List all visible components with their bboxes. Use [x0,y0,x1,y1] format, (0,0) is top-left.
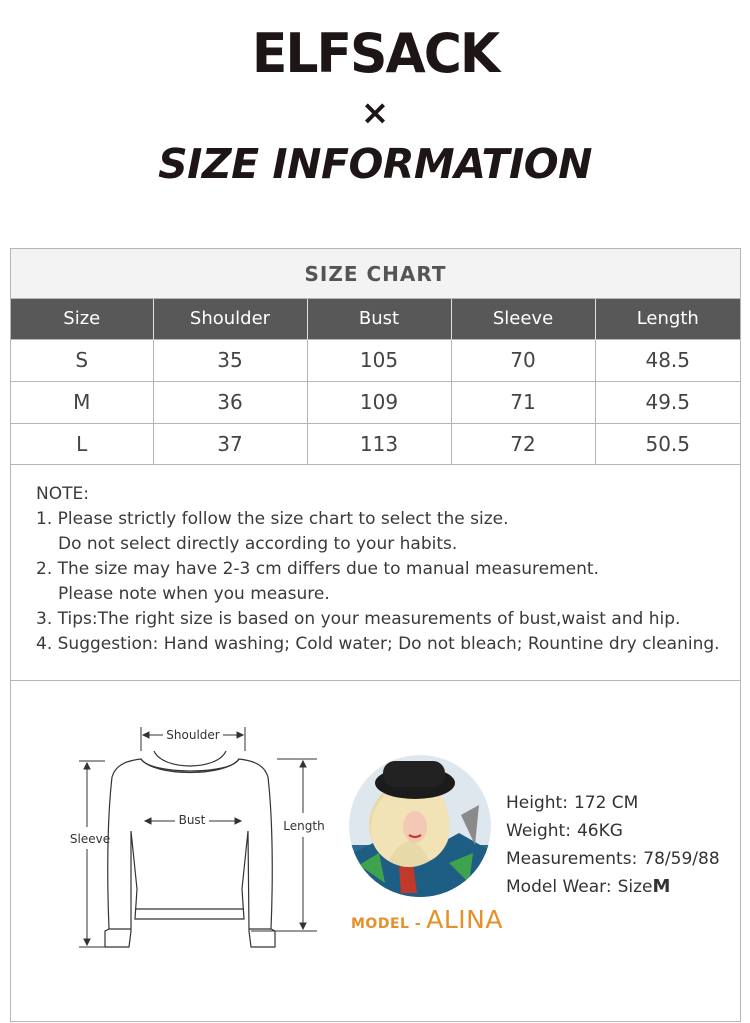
table-cell: 105 [307,339,451,381]
note-line: 3. Tips:The right size is based on your measurements of bust,waist and hip. [36,609,681,629]
column-header: Length [595,299,740,339]
stat-label: Weight: [506,821,571,841]
column-header: Sleeve [451,299,595,339]
table-row [11,381,740,423]
size-table [11,299,740,465]
garment-diagram [11,681,351,1021]
table-row [11,423,740,465]
table-cell: L [11,423,153,465]
stat-measurements [506,845,720,873]
stat-model-wear [506,873,720,901]
label-sleeve: Sleeve [69,832,111,846]
length-measure-line [251,759,317,931]
stat-value: 172 CM [573,793,639,813]
notes-panel [10,464,741,681]
table-cell: 50.5 [595,423,740,465]
table-row [11,339,740,381]
measurement-panel [10,680,741,1022]
brand-name: ELFSACK [251,22,499,86]
notes-heading: NOTE: [36,484,89,504]
stat-label: Measurements: [506,849,638,869]
stat-label: Model Wear: [506,877,612,897]
label-shoulder: Shoulder [166,728,220,742]
table-cell: 71 [451,381,595,423]
label-length: Length [283,819,325,833]
model-name-label [351,905,503,934]
model-avatar [349,755,491,897]
table-cell: 109 [307,381,451,423]
size-chart-title: SIZE CHART [11,249,740,299]
label-bust: Bust [178,813,206,827]
table-cell: 37 [153,423,307,465]
model-photo-icon [349,755,491,897]
stat-weight [506,817,720,845]
note-line: 2. The size may have 2-3 cm differs due to manual measurement. [36,559,599,579]
model-prefix: MODEL - [351,916,422,932]
stat-value: 78/59/88 [643,849,720,869]
note-line: Please note when you measure. [58,584,330,604]
stat-value: 46KG [576,821,623,841]
brand-logo [0,23,750,86]
column-header: Bust [307,299,451,339]
table-cell: 35 [153,339,307,381]
stat-size: M [652,876,671,897]
stat-label: Height: [506,793,568,813]
stat-value: Size [617,877,653,897]
sleeve-measure-line [79,761,105,947]
table-cell: 113 [307,423,451,465]
collab-times-symbol: × [360,93,390,133]
table-cell: 49.5 [595,381,740,423]
column-header: Shoulder [153,299,307,339]
table-cell: 72 [451,423,595,465]
size-chart [10,248,741,465]
note-line: 1. Please strictly follow the size chart to select the size. [36,509,509,529]
note-line: 4. Suggestion: Hand washing; Cold water; Do not bleach; Rountine dry cleaning. [36,634,720,654]
table-cell: S [11,339,153,381]
table-cell: M [11,381,153,423]
table-cell: 36 [153,381,307,423]
model-stats [506,789,720,901]
table-cell: 48.5 [595,339,740,381]
table-cell: 70 [451,339,595,381]
table-header-row [11,299,740,339]
note-line: Do not select directly according to your habits. [58,534,458,554]
column-header: Size [11,299,153,339]
sweater-outline-icon [105,751,275,947]
model-name: ALINA [426,905,503,934]
page-title: SIZE INFORMATION [158,140,592,188]
stat-height [506,789,720,817]
